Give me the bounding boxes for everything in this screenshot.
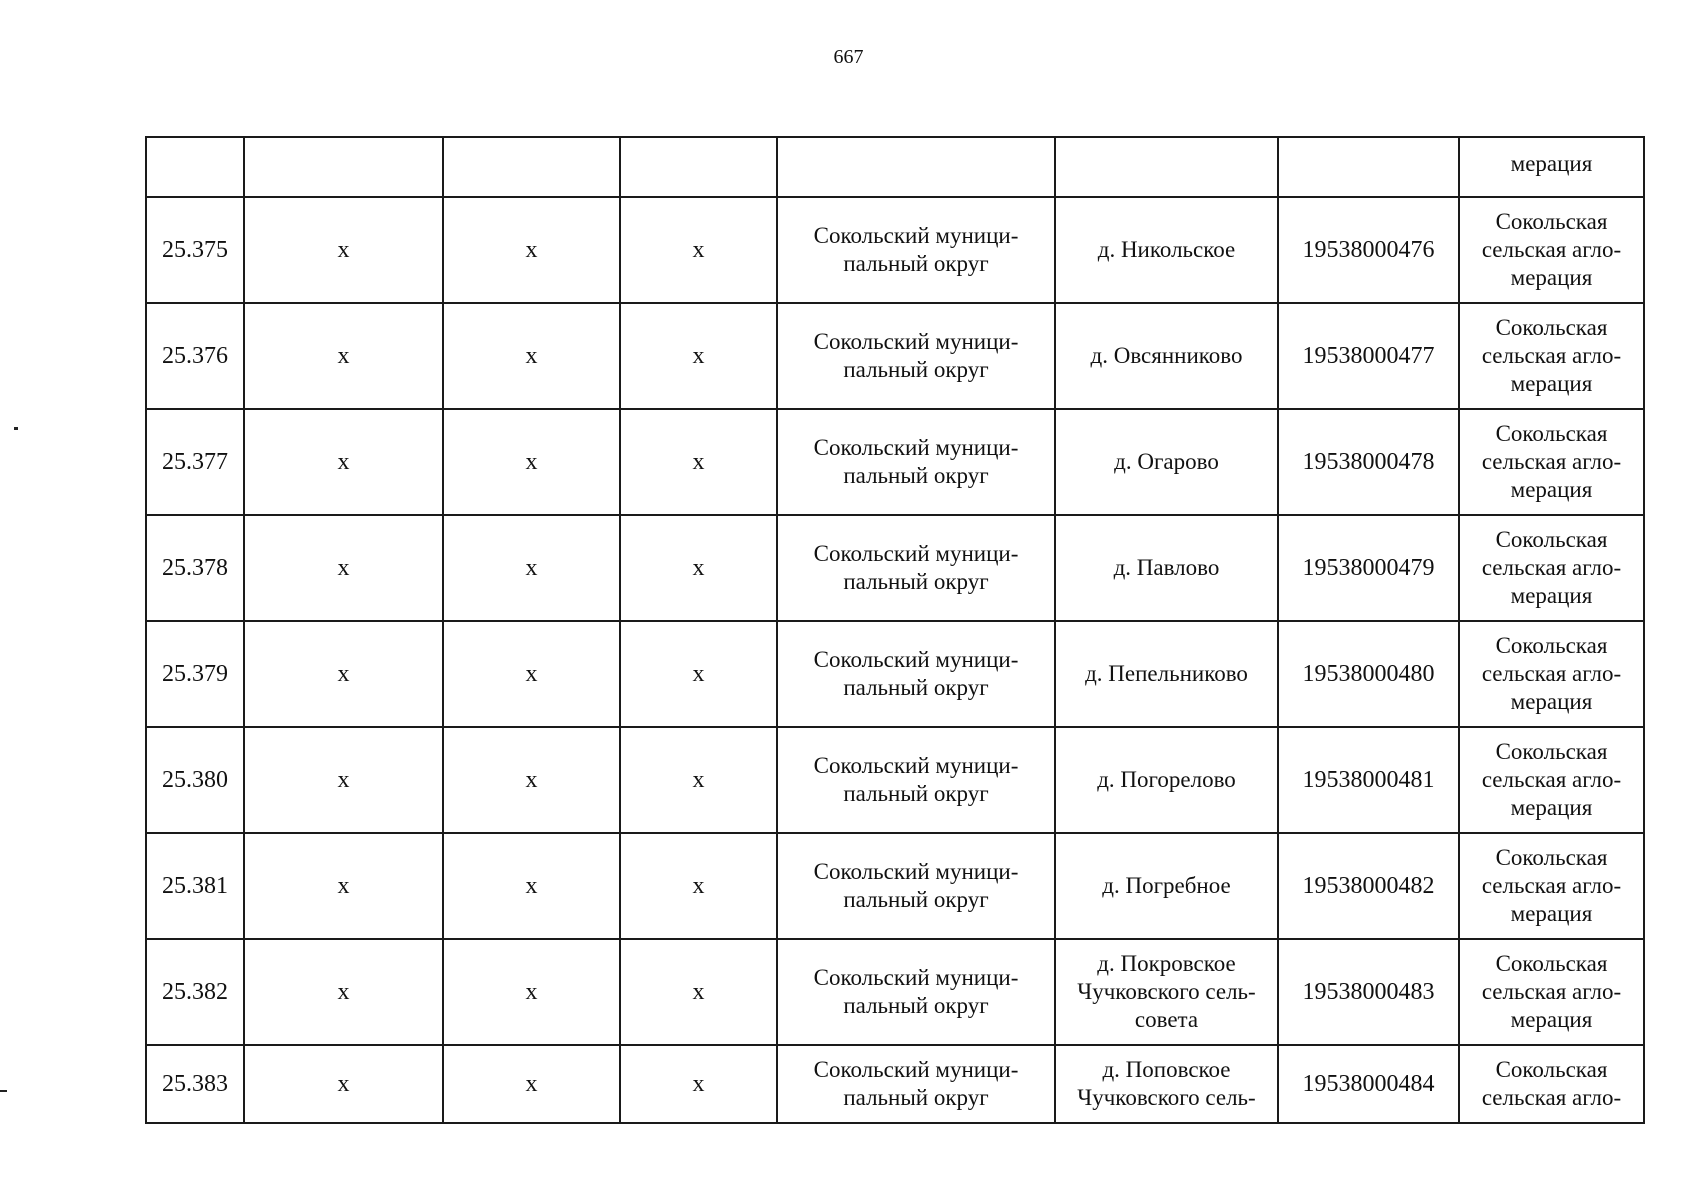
settlement-cell: д. Огарово <box>1055 409 1278 515</box>
agglomeration-cell: Сокольская сельская агло- мерация <box>1459 727 1644 833</box>
mark-cell: х <box>244 621 443 727</box>
mark-cell: х <box>443 303 620 409</box>
settlement-cell: д. Павлово <box>1055 515 1278 621</box>
table-row <box>146 1045 1644 1123</box>
code-cell: 19538000484 <box>1278 1045 1459 1123</box>
district-cell: Сокольский муници- пальный округ <box>777 303 1055 409</box>
scan-artifact <box>0 1090 7 1092</box>
number-cell: 25.380 <box>146 727 244 833</box>
table-cell <box>620 137 777 197</box>
table-cell <box>777 137 1055 197</box>
table-row <box>146 727 1644 833</box>
agglomeration-cell: Сокольская сельская агло- мерация <box>1459 939 1644 1045</box>
mark-cell: х <box>244 197 443 303</box>
table-cell <box>443 137 620 197</box>
mark-cell: х <box>443 515 620 621</box>
settlement-cell <box>1055 1045 1278 1123</box>
settlement-cell: д. Погребное <box>1055 833 1278 939</box>
agglomeration-cell: Сокольская сельская агло- мерация <box>1459 303 1644 409</box>
table-cell <box>1055 137 1278 197</box>
agglomeration-cell: мерация <box>1459 137 1644 197</box>
table-row <box>146 621 1644 727</box>
table-row <box>146 197 1644 303</box>
mark-cell: х <box>443 621 620 727</box>
mark-cell: х <box>620 303 777 409</box>
number-cell: 25.378 <box>146 515 244 621</box>
settlement-cell: д. Овсянниково <box>1055 303 1278 409</box>
mark-cell: х <box>443 939 620 1045</box>
district-cell: Сокольский муници- пальный округ <box>777 727 1055 833</box>
agglomeration-cell <box>1459 1045 1644 1123</box>
mark-cell: х <box>443 727 620 833</box>
mark-cell: х <box>443 833 620 939</box>
agglomeration-cell: Сокольская сельская агло- мерация <box>1459 197 1644 303</box>
mark-cell: х <box>443 197 620 303</box>
district-cell: Сокольский муници- пальный округ <box>777 621 1055 727</box>
mark-cell: х <box>244 939 443 1045</box>
agglomeration-cell-text: Сокольская сельская агло- <box>1481 1057 1622 1110</box>
code-cell: 19538000482 <box>1278 833 1459 939</box>
number-cell: 25.383 <box>146 1045 244 1123</box>
mark-cell: х <box>244 1045 443 1123</box>
code-cell: 19538000481 <box>1278 727 1459 833</box>
code-cell: 19538000480 <box>1278 621 1459 727</box>
mark-cell: х <box>620 515 777 621</box>
mark-cell: х <box>244 409 443 515</box>
table-row <box>146 515 1644 621</box>
district-cell: Сокольский муници- пальный округ <box>777 515 1055 621</box>
settlement-cell: д. Никольское <box>1055 197 1278 303</box>
code-cell: 19538000483 <box>1278 939 1459 1045</box>
district-cell: Сокольский муници- пальный округ <box>777 409 1055 515</box>
table-cell <box>1278 137 1459 197</box>
number-cell: 25.382 <box>146 939 244 1045</box>
mark-cell: х <box>244 303 443 409</box>
number-cell: 25.379 <box>146 621 244 727</box>
code-cell: 19538000478 <box>1278 409 1459 515</box>
settlement-cell-text: д. Поповское Чучковского сель- <box>1077 1057 1256 1110</box>
code-cell: 19538000479 <box>1278 515 1459 621</box>
code-cell: 19538000476 <box>1278 197 1459 303</box>
mark-cell: х <box>620 197 777 303</box>
district-cell: Сокольский муници- пальный округ <box>777 197 1055 303</box>
mark-cell: х <box>620 1045 777 1123</box>
continuation-row <box>146 137 1644 197</box>
mark-cell: х <box>620 727 777 833</box>
settlement-cell: д. Пепельниково <box>1055 621 1278 727</box>
table-row <box>146 409 1644 515</box>
number-cell: 25.377 <box>146 409 244 515</box>
agglomeration-cell: Сокольская сельская агло- мерация <box>1459 833 1644 939</box>
table-cell <box>146 137 244 197</box>
agglomeration-cell: Сокольская сельская агло- мерация <box>1459 515 1644 621</box>
mark-cell: х <box>443 409 620 515</box>
settlement-cell: д. Покровское Чучковского сель- совета <box>1055 939 1278 1045</box>
settlement-cell: д. Погорелово <box>1055 727 1278 833</box>
mark-cell: х <box>443 1045 620 1123</box>
table-cell <box>244 137 443 197</box>
number-cell: 25.381 <box>146 833 244 939</box>
district-cell: Сокольский муници- пальный округ <box>777 1045 1055 1123</box>
mark-cell: х <box>620 939 777 1045</box>
code-cell: 19538000477 <box>1278 303 1459 409</box>
district-cell: Сокольский муници- пальный округ <box>777 939 1055 1045</box>
mark-cell: х <box>244 833 443 939</box>
mark-cell: х <box>620 833 777 939</box>
settlements-table <box>145 136 1645 1124</box>
district-cell: Сокольский муници- пальный округ <box>777 833 1055 939</box>
table-row <box>146 303 1644 409</box>
table-row <box>146 939 1644 1045</box>
number-cell: 25.376 <box>146 303 244 409</box>
mark-cell: х <box>620 409 777 515</box>
table-row <box>146 833 1644 939</box>
agglomeration-cell: Сокольская сельская агло- мерация <box>1459 409 1644 515</box>
page-number: 667 <box>833 46 864 68</box>
mark-cell: х <box>620 621 777 727</box>
scan-artifact <box>14 427 18 430</box>
number-cell: 25.375 <box>146 197 244 303</box>
mark-cell: х <box>244 727 443 833</box>
mark-cell: х <box>244 515 443 621</box>
agglomeration-cell: Сокольская сельская агло- мерация <box>1459 621 1644 727</box>
